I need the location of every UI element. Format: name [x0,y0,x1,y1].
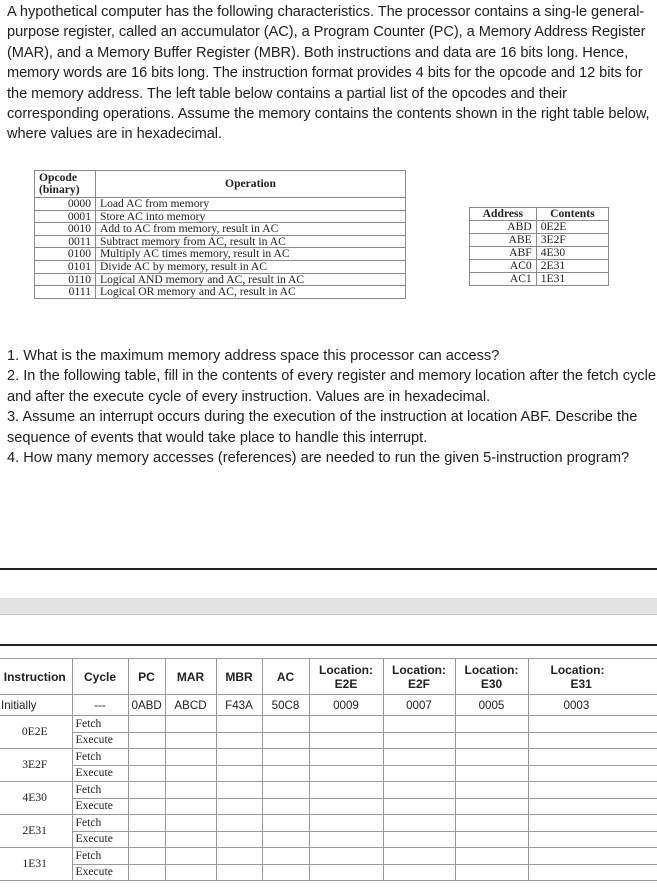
opcode-row [35,210,406,223]
opcode-code: 0000 [35,198,96,211]
mar-header: MAR [165,659,216,695]
location-label: Location: [550,662,605,677]
mbr-cell[interactable] [216,782,262,799]
e31-cell[interactable] [528,798,657,815]
ac-cell[interactable] [262,749,309,766]
e2f-cell[interactable] [383,716,455,733]
opcode-code: 0001 [35,210,96,223]
initial-pc: 0ABD [128,695,165,716]
opcode-code: 0110 [35,273,96,286]
opcode-row [35,260,406,273]
e30-cell[interactable] [455,765,528,782]
pc-cell[interactable] [128,831,165,848]
opcode-operation: Divide AC by memory, result in AC [96,260,406,273]
opcode-header-line2: (binary) [39,183,80,196]
mar-cell[interactable] [165,782,216,799]
location-address: E2E [334,676,358,691]
question-item: 4. How many memory accesses (references) are needed to run the given 5-instruction program? [7,450,630,467]
e2e-cell[interactable] [309,815,383,832]
pc-cell[interactable] [128,864,165,881]
fetch-cycle: Fetch [72,716,128,733]
e2f-cell[interactable] [383,815,455,832]
mar-cell[interactable] [165,716,216,733]
memory-address: ABD [470,221,537,234]
opcode-operation: Store AC into memory [96,210,406,223]
memory-address: AC1 [470,273,537,286]
opcode-code: 0100 [35,248,96,261]
instruction-code: 3E2F [0,749,72,782]
memory-row [470,260,609,273]
ac-cell[interactable] [262,815,309,832]
memory-row [470,273,609,286]
initial-e30: 0005 [455,695,528,716]
memory-contents: 1E31 [536,273,608,286]
e2f-cell[interactable] [383,798,455,815]
opcode-row [35,286,406,299]
initial-mbr: F43A [216,695,262,716]
mbr-cell[interactable] [216,749,262,766]
opcode-table-header [35,171,406,198]
execute-row [0,798,657,815]
operation-header: Operation [96,171,406,198]
mbr-cell[interactable] [216,815,262,832]
initial-mar: ABCD [165,695,216,716]
opcode-code: 0011 [35,235,96,248]
location-label: Location: [464,662,519,677]
memory-row [470,247,609,260]
e2f-cell[interactable] [383,848,455,865]
fetch-row [0,815,657,832]
mar-cell[interactable] [165,765,216,782]
pc-cell[interactable] [128,732,165,749]
e31-cell[interactable] [528,716,657,733]
location-e31-header [528,659,657,695]
location-label: Location: [392,662,446,677]
memory-table [469,207,609,286]
pc-cell[interactable] [128,765,165,782]
fetch-row [0,716,657,733]
mar-cell[interactable] [165,831,216,848]
opcode-row [35,273,406,286]
opcode-header [35,171,96,198]
register-table-header [0,659,657,695]
e30-cell[interactable] [455,864,528,881]
opcode-code: 0010 [35,223,96,236]
initial-ac: 50C8 [262,695,309,716]
e2f-cell[interactable] [383,782,455,799]
ac-cell[interactable] [262,848,309,865]
e30-cell[interactable] [455,749,528,766]
instruction-code: 4E30 [0,782,72,815]
memory-contents: 2E31 [536,260,608,273]
pc-cell[interactable] [128,848,165,865]
question-item: 3. Assume an interrupt occurs during the execution of the instruction at location ABF. Describe the sequence of events that would take place to handle this interrupt. [7,409,638,446]
opcode-header-line1: Opcode [39,171,78,185]
address-header: Address [470,208,537,221]
e31-cell[interactable] [528,782,657,799]
problem-intro: A hypothetical computer has the following characteristics. The processor contains a sing-le general-purpose register, called an accumulator (AC), a Program Counter (PC), a Memory Address Register (MAR), and a Memory Buffer Register (MBR). Both instructions and data are 16 bits long. Hence, memory words are 16 bits long. The instruction format provides 4 bits for the opcode and 12 bits for the memory address. The left table below contains a partial list of the opcodes and their corresponding operations. Assume the memory contains the contents shown in the right table below, where values are in hexadecimal. [7,4,650,143]
location-e2f-header [383,659,455,695]
mar-cell[interactable] [165,864,216,881]
e2e-cell[interactable] [309,765,383,782]
execute-cycle: Execute [72,864,128,881]
pc-cell[interactable] [128,798,165,815]
e30-cell[interactable] [455,848,528,865]
mar-cell[interactable] [165,749,216,766]
location-address: E2F [407,676,430,691]
fetch-cycle: Fetch [72,815,128,832]
mar-cell[interactable] [165,798,216,815]
contents-header: Contents [536,208,608,221]
e2e-cell[interactable] [309,716,383,733]
pc-cell[interactable] [128,749,165,766]
e2f-cell[interactable] [383,749,455,766]
fetch-row [0,848,657,865]
question-item: 2. In the following table, fill in the contents of every register and memory location after the fetch cycle and after the execute cycle of every instruction. Values are in hexadecimal. [7,368,656,405]
initial-label: Initially [0,695,72,716]
execute-row [0,732,657,749]
initial-e31: 0003 [528,695,657,716]
opcode-code: 0111 [35,286,96,299]
fetch-row [0,749,657,766]
initial-row [0,695,657,716]
location-label: Location: [319,662,373,677]
mbr-header: MBR [216,659,262,695]
e2f-cell[interactable] [383,831,455,848]
e30-cell[interactable] [455,815,528,832]
e2e-cell[interactable] [309,798,383,815]
fetch-cycle: Fetch [72,782,128,799]
e31-cell[interactable] [528,749,657,766]
question-list [7,346,657,468]
pc-cell[interactable] [128,815,165,832]
ac-cell[interactable] [262,864,309,881]
mbr-cell[interactable] [216,831,262,848]
fetch-cycle: Fetch [72,848,128,865]
memory-contents: 3E2F [536,234,608,247]
instruction-code: 0E2E [0,716,72,749]
opcode-row [35,248,406,261]
e31-cell[interactable] [528,864,657,881]
divider-line [0,644,657,646]
ac-cell[interactable] [262,732,309,749]
execute-row [0,831,657,848]
opcode-operation: Logical AND memory and AC, result in AC [96,273,406,286]
initial-cycle: --- [72,695,128,716]
memory-row [470,221,609,234]
ac-header: AC [262,659,309,695]
ac-cell[interactable] [262,798,309,815]
location-e2e-header [309,659,383,695]
fetch-cycle: Fetch [72,749,128,766]
memory-address: ABF [470,247,537,260]
memory-contents: 0E2E [536,221,608,234]
location-e30-header [455,659,528,695]
ac-cell[interactable] [262,782,309,799]
e31-cell[interactable] [528,765,657,782]
opcode-row [35,223,406,236]
e2f-cell[interactable] [383,765,455,782]
e2e-cell[interactable] [309,848,383,865]
opcode-code: 0101 [35,260,96,273]
opcode-operation: Logical OR memory and AC, result in AC [96,286,406,299]
opcode-operation: Subtract memory from AC, result in AC [96,235,406,248]
e31-cell[interactable] [528,732,657,749]
execute-row [0,864,657,881]
mar-cell[interactable] [165,815,216,832]
e2f-cell[interactable] [383,864,455,881]
e2f-cell[interactable] [383,732,455,749]
divider-line [0,568,657,570]
memory-table-header [470,208,609,221]
memory-row [470,234,609,247]
mbr-cell[interactable] [216,716,262,733]
instruction-header: Instruction [0,659,72,695]
e31-cell[interactable] [528,848,657,865]
e2e-cell[interactable] [309,782,383,799]
e31-cell[interactable] [528,831,657,848]
opcode-operation: Load AC from memory [96,198,406,211]
ac-cell[interactable] [262,765,309,782]
memory-contents: 4E30 [536,247,608,260]
separator-band [0,598,657,615]
instruction-code: 1E31 [0,848,72,881]
execute-cycle: Execute [72,765,128,782]
execute-cycle: Execute [72,831,128,848]
opcode-row [35,198,406,211]
mbr-cell[interactable] [216,848,262,865]
opcode-row [35,235,406,248]
memory-address: ABE [470,234,537,247]
e30-cell[interactable] [455,831,528,848]
register-table [0,658,657,881]
execute-row [0,765,657,782]
ac-cell[interactable] [262,831,309,848]
pc-header: PC [128,659,165,695]
execute-cycle: Execute [72,732,128,749]
initial-e2e: 0009 [309,695,383,716]
opcode-table [34,170,406,299]
opcode-operation: Add to AC from memory, result in AC [96,223,406,236]
ac-cell[interactable] [262,716,309,733]
e30-cell[interactable] [455,798,528,815]
e2e-cell[interactable] [309,732,383,749]
initial-e2f: 0007 [383,695,455,716]
mbr-cell[interactable] [216,798,262,815]
instruction-code: 2E31 [0,815,72,848]
e30-cell[interactable] [455,782,528,799]
mbr-cell[interactable] [216,864,262,881]
e30-cell[interactable] [455,716,528,733]
mbr-cell[interactable] [216,732,262,749]
cycle-header: Cycle [72,659,128,695]
execute-cycle: Execute [72,798,128,815]
mbr-cell[interactable] [216,765,262,782]
question-item: 1. What is the maximum memory address space this processor can access? [7,348,500,364]
mar-cell[interactable] [165,848,216,865]
e2e-cell[interactable] [309,831,383,848]
e30-cell[interactable] [455,732,528,749]
e2e-cell[interactable] [309,864,383,881]
location-address: E30 [480,676,503,691]
memory-address: AC0 [470,260,537,273]
mar-cell[interactable] [165,732,216,749]
e31-cell[interactable] [528,815,657,832]
fetch-row [0,782,657,799]
pc-cell[interactable] [128,782,165,799]
opcode-operation: Multiply AC times memory, result in AC [96,248,406,261]
e2e-cell[interactable] [309,749,383,766]
location-address: E31 [570,676,592,691]
pc-cell[interactable] [128,716,165,733]
